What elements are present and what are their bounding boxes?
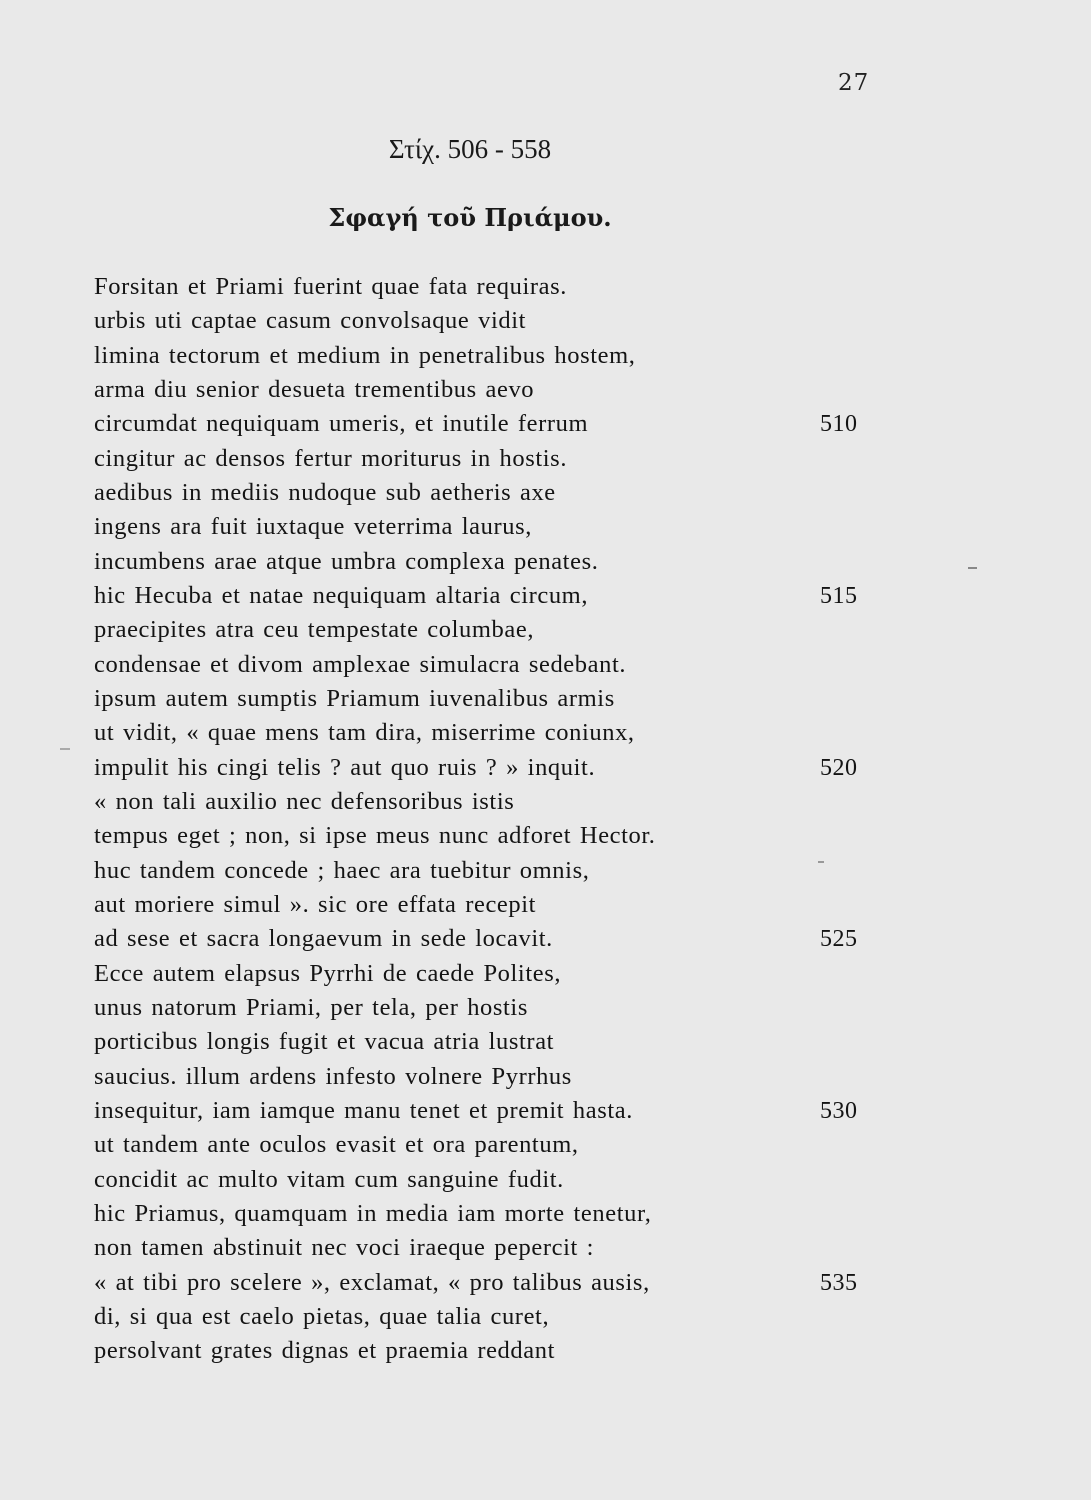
verse-text: concidit ac multo vitam cum sanguine fudit. (94, 1165, 564, 1193)
verse-line (94, 1094, 974, 1128)
verse-text: aut moriere simul ». sic ore effata recepit (94, 890, 537, 918)
verse-text: huc tandem concede ; haec ara tuebitur omnis, (94, 856, 590, 884)
line-number: 525 (820, 926, 858, 953)
scan-mark (60, 748, 70, 750)
verse-text: « at tibi pro scelere », exclamat, « pro talibus ausis, (94, 1268, 650, 1296)
section-title: Σφαγή τοῦ Πριάμου. (328, 203, 612, 232)
verse-line (94, 751, 974, 785)
scan-mark (818, 861, 824, 863)
verse-text: arma diu senior desueta trementibus aevo (94, 375, 535, 403)
lines-heading: Στίχ. 506 - 558 (388, 134, 552, 164)
verse-text: ad sese et sacra longaevum in sede locavit. (94, 925, 553, 953)
verse-line (94, 407, 974, 441)
verse-line (94, 1197, 974, 1231)
verse-line (94, 579, 974, 613)
verse-text: Ecce autem elapsus Pyrrhi de caede Polites, (94, 959, 562, 987)
verse-text: ut vidit, « quae mens tam dira, miserrime coniunx, (94, 719, 635, 747)
verse-line (94, 1231, 974, 1265)
verse-line (94, 682, 974, 716)
verse-line (94, 1060, 974, 1094)
line-number: 515 (820, 582, 858, 609)
verse-line (94, 957, 974, 991)
verse-text: praecipites atra ceu tempestate columbae, (94, 616, 535, 644)
verse-text: di, si qua est caelo pietas, quae talia curet, (94, 1302, 550, 1330)
verse-line (94, 1266, 974, 1300)
verse-text: hic Priamus, quamquam in media iam morte tenetur, (94, 1199, 652, 1227)
verse-text: porticibus longis fugit et vacua atria lustrat (94, 1028, 555, 1056)
verse-line (94, 1025, 974, 1059)
verse-text: aedibus in mediis nudoque sub aetheris axe (94, 478, 556, 506)
verse-text: tempus eget ; non, si ipse meus nunc adforet Hector. (94, 822, 656, 850)
verse-line (94, 510, 974, 544)
verse-text: condensae et divom amplexae simulacra sedebant. (94, 650, 627, 678)
verse-text: Forsitan et Priami fuerint quae fata requiras. (94, 273, 567, 300)
verse-line (94, 442, 974, 476)
verse-line (94, 339, 974, 373)
verse-line (94, 270, 974, 304)
verse-text: unus natorum Priami, per tela, per hostis (94, 993, 528, 1021)
verse-text: insequitur, iam iamque manu tenet et premit hasta. (94, 1096, 633, 1124)
verse-line (94, 716, 974, 750)
verse-text: urbis uti captae casum convolsaque vidit (94, 307, 527, 335)
page-number: 27 (838, 70, 870, 96)
scan-mark (968, 567, 977, 569)
verse-line (94, 1163, 974, 1197)
verse-text: saucius. illum ardens infesto volnere Pyrrhus (94, 1062, 572, 1090)
verse-text: non tamen abstinuit nec voci iraeque pepercit : (94, 1234, 595, 1262)
verse-line (94, 545, 974, 579)
verse-line (94, 648, 974, 682)
verse-text: circumdat nequiquam umeris, et inutile ferrum (94, 410, 589, 438)
verse-line (94, 1128, 974, 1162)
verse-text: limina tectorum et medium in penetralibus hostem, (94, 341, 636, 369)
verse-line (94, 373, 974, 407)
verse-text: impulit his cingi telis ? aut quo ruis ? » inquit. (94, 753, 596, 781)
verse-line (94, 888, 974, 922)
verse-line (94, 819, 974, 853)
verse-text: « non tali auxilio nec defensoribus istis (94, 787, 515, 815)
verse-line (94, 1300, 974, 1334)
line-number: 510 (820, 411, 858, 438)
verse-line (94, 991, 974, 1025)
verse-line (94, 613, 974, 647)
line-number: 520 (820, 754, 858, 781)
verse-line (94, 304, 974, 338)
verse-list (94, 270, 974, 1369)
verse-line (94, 1334, 974, 1368)
verse-text: hic Hecuba et natae nequiquam altaria circum, (94, 581, 589, 609)
verse-text: incumbens arae atque umbra complexa penates. (94, 547, 599, 575)
verse-text: persolvant grates dignas et praemia reddant (94, 1337, 555, 1365)
verse-line (94, 854, 974, 888)
verse-text: ipsum autem sumptis Priamum iuvenalibus armis (94, 684, 615, 712)
line-number: 535 (820, 1269, 858, 1296)
verse-line (94, 476, 974, 510)
verse-line (94, 785, 974, 819)
verse-text: ingens ara fuit iuxtaque veterrima laurus, (94, 513, 532, 541)
line-number: 530 (820, 1097, 858, 1124)
verse-text: ut tandem ante oculos evasit et ora parentum, (94, 1131, 579, 1159)
verse-text: cingitur ac densos fertur moriturus in hostis. (94, 444, 568, 472)
verse-line (94, 922, 974, 956)
